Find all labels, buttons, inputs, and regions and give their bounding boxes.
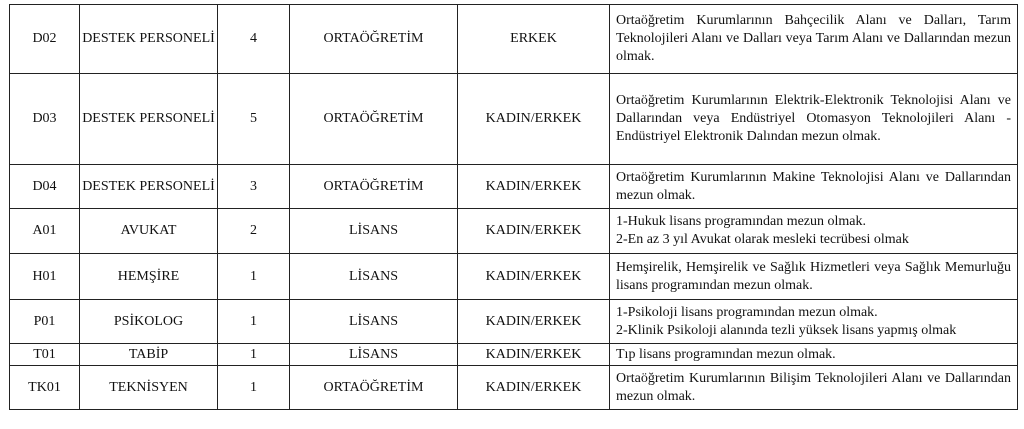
position-title: HEMŞİRE xyxy=(80,254,218,300)
requirement: Ortaöğretim Kurumlarının Bilişim Teknolojileri Alanı ve Dallarından mezun olmak. xyxy=(610,366,1018,410)
table-row xyxy=(10,74,1018,165)
education-level: LİSANS xyxy=(290,344,458,366)
table-row xyxy=(10,254,1018,300)
position-count: 3 xyxy=(218,165,290,209)
education-level: ORTAÖĞRETİM xyxy=(290,165,458,209)
education-level: LİSANS xyxy=(290,254,458,300)
table-row xyxy=(10,344,1018,366)
gender: KADIN/ERKEK xyxy=(458,74,610,165)
table-row xyxy=(10,300,1018,344)
position-code: T01 xyxy=(10,344,80,366)
education-level: LİSANS xyxy=(290,209,458,254)
position-title: AVUKAT xyxy=(80,209,218,254)
position-code: D02 xyxy=(10,5,80,74)
position-title: TEKNİSYEN xyxy=(80,366,218,410)
requirement: Ortaöğretim Kurumlarının Bahçecilik Alanı ve Dalları, Tarım Teknolojileri Alanı ve Dalları veya Tarım Alanı ve Dallarından mezun olmak. xyxy=(610,5,1018,74)
position-count: 4 xyxy=(218,5,290,74)
position-title: DESTEK PERSONELİ xyxy=(80,5,218,74)
position-code: TK01 xyxy=(10,366,80,410)
position-title: DESTEK PERSONELİ xyxy=(80,74,218,165)
requirement: Hemşirelik, Hemşirelik ve Sağlık Hizmetleri veya Sağlık Memurluğu lisans programından mezun olmak. xyxy=(610,254,1018,300)
requirement xyxy=(610,209,1018,254)
gender: KADIN/ERKEK xyxy=(458,300,610,344)
requirement: Tıp lisans programından mezun olmak. xyxy=(610,344,1018,366)
position-count: 1 xyxy=(218,344,290,366)
requirement-line: 1-Hukuk lisans programından mezun olmak. xyxy=(616,214,867,229)
position-count: 5 xyxy=(218,74,290,165)
education-level: ORTAÖĞRETİM xyxy=(290,5,458,74)
gender: KADIN/ERKEK xyxy=(458,254,610,300)
requirement-line: 2-En az 3 yıl Avukat olarak mesleki tecrübesi olmak xyxy=(616,232,909,247)
requirement: Ortaöğretim Kurumlarının Elektrik-Elektronik Teknolojisi Alanı ve Dallarından veya Endüstriyel Otomasyon Teknolojileri Alanı - Endüstriyel Elektronik Dalından mezun olmak. xyxy=(610,74,1018,165)
gender: ERKEK xyxy=(458,5,610,74)
position-count: 2 xyxy=(218,209,290,254)
requirement-line: 2-Klinik Psikoloji alanında tezli yüksek lisans yapmış olmak xyxy=(616,322,957,338)
position-count: 1 xyxy=(218,254,290,300)
position-code: D04 xyxy=(10,165,80,209)
position-title: TABİP xyxy=(80,344,218,366)
requirement-line: 1-Psikoloji lisans programından mezun olmak. xyxy=(616,304,878,320)
position-count: 1 xyxy=(218,300,290,344)
gender: KADIN/ERKEK xyxy=(458,209,610,254)
education-level: ORTAÖĞRETİM xyxy=(290,74,458,165)
table-row xyxy=(10,165,1018,209)
table-row xyxy=(10,366,1018,410)
position-count: 1 xyxy=(218,366,290,410)
position-code: P01 xyxy=(10,300,80,344)
requirement: Ortaöğretim Kurumlarının Makine Teknolojisi Alanı ve Dallarından mezun olmak. xyxy=(610,165,1018,209)
positions-table xyxy=(9,4,1018,410)
position-code: D03 xyxy=(10,74,80,165)
position-title: PSİKOLOG xyxy=(80,300,218,344)
requirement xyxy=(610,300,1018,344)
education-level: ORTAÖĞRETİM xyxy=(290,366,458,410)
position-code: A01 xyxy=(10,209,80,254)
education-level: LİSANS xyxy=(290,300,458,344)
table-row xyxy=(10,209,1018,254)
gender: KADIN/ERKEK xyxy=(458,344,610,366)
gender: KADIN/ERKEK xyxy=(458,366,610,410)
table-row xyxy=(10,5,1018,74)
gender: KADIN/ERKEK xyxy=(458,165,610,209)
position-code: H01 xyxy=(10,254,80,300)
position-title: DESTEK PERSONELİ xyxy=(80,165,218,209)
